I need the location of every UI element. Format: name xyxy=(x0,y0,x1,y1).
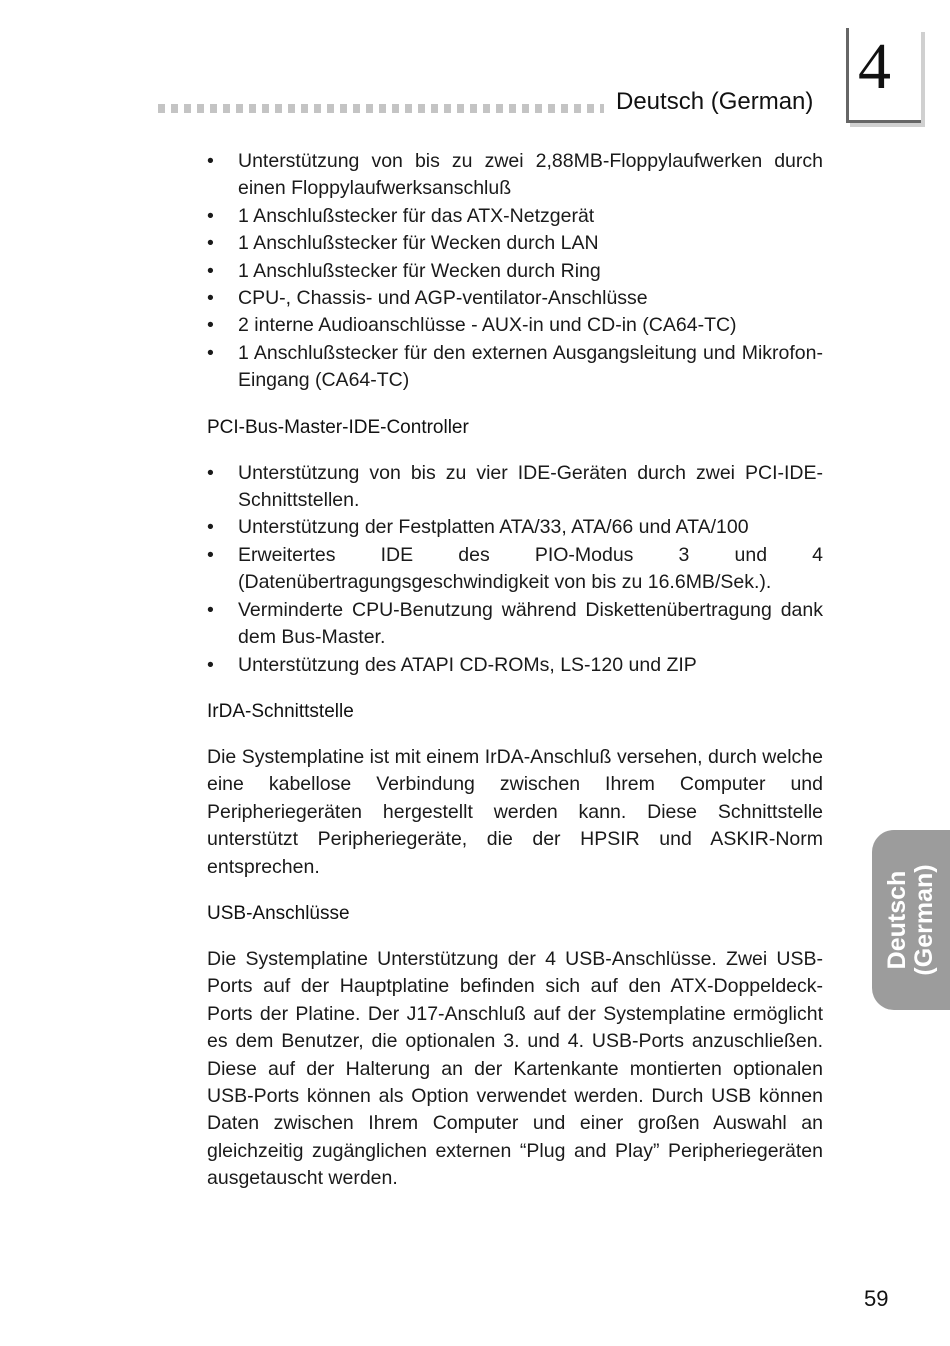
section-heading-irda: IrDA-Schnittstelle xyxy=(207,700,354,722)
list-item: • Unterstützung der Festplatten ATA/33, ATA/66 und ATA/100 xyxy=(207,514,823,541)
list-item: • 1 Anschlußstecker für den externen Ausgangsleitung und Mikrofon-Eingang (CA64-TC) xyxy=(207,340,823,395)
feature-bullet-list xyxy=(207,148,823,395)
language-side-tab xyxy=(872,830,950,1010)
usb-paragraph: Die Systemplatine Unterstützung der 4 USB-Anschlüsse. Zwei USB-Ports auf der Hauptplatine befinden sich auf den ATX-Doppeldeck-Ports der Platine. Der J17-Anschluß auf der Systemplatine ermöglicht es dem Benutzer, die optionalen 3. und 4. USB-Ports anzuschließen. Diese auf der Halterung an der Kartenkante montierten optionalen USB-Ports können als Option verwendet werden. Durch USB können Daten zwischen Ihrem Computer und einer großen Auswahl an gleichzeitig zugänglichen externen “Plug and Play” Peripheriegeräten ausgetauscht werden. xyxy=(207,947,823,1190)
list-item: • Verminderte CPU-Benutzung während Diskettenübertragung dank dem Bus-Master. xyxy=(207,597,823,652)
list-item: • 2 interne Audioanschlüsse - AUX-in und CD-in (CA64-TC) xyxy=(207,312,823,339)
page-content xyxy=(207,148,823,1193)
list-item: • Unterstützung von bis zu zwei 2,88MB-Floppylaufwerken durch einen Floppylaufwerksanschluß xyxy=(207,148,823,203)
page-number: 59 xyxy=(864,1286,889,1311)
list-item: • Unterstützung von bis zu vier IDE-Geräten durch zwei PCI-IDE-Schnittstellen. xyxy=(207,460,823,515)
side-tab-line2: (German) xyxy=(910,864,938,976)
section-heading-usb: USB-Anschlüsse xyxy=(207,902,350,924)
list-item: • Erweitertes IDE des PIO-Modus 3 und 4 (Datenübertragungsgeschwindigkeit von bis zu 16.6MB/Sek.). xyxy=(207,542,823,597)
list-item: • 1 Anschlußstecker für Wecken durch LAN xyxy=(207,230,823,257)
header-dotted-rule xyxy=(158,104,604,113)
running-header-title: Deutsch (German) xyxy=(616,88,814,115)
side-tab-line1: Deutsch xyxy=(883,870,911,970)
section-heading-pci-ide: PCI-Bus-Master-IDE-Controller xyxy=(207,416,469,438)
side-tab-label xyxy=(884,864,938,975)
list-item: • 1 Anschlußstecker für Wecken durch Ring xyxy=(207,258,823,285)
irda-paragraph: Die Systemplatine ist mit einem IrDA-Anschluß versehen, durch welche eine kabellose Verbindung zwischen Ihrem Computer und Peripheriegeräten hergestellt werden kann. Diese Schnittstelle unterstützt Peripheriegeräte, die der HPSIR und ASKIR-Norm entsprechen. xyxy=(207,745,823,878)
list-item: • Unterstützung des ATAPI CD-ROMs, LS-120 und ZIP xyxy=(207,652,823,679)
chapter-number: 4 xyxy=(858,30,891,103)
list-item: • 1 Anschlußstecker für das ATX-Netzgerät xyxy=(207,203,823,230)
list-item: • CPU-, Chassis- und AGP-ventilator-Anschlüsse xyxy=(207,285,823,312)
pci-ide-bullet-list xyxy=(207,460,823,679)
